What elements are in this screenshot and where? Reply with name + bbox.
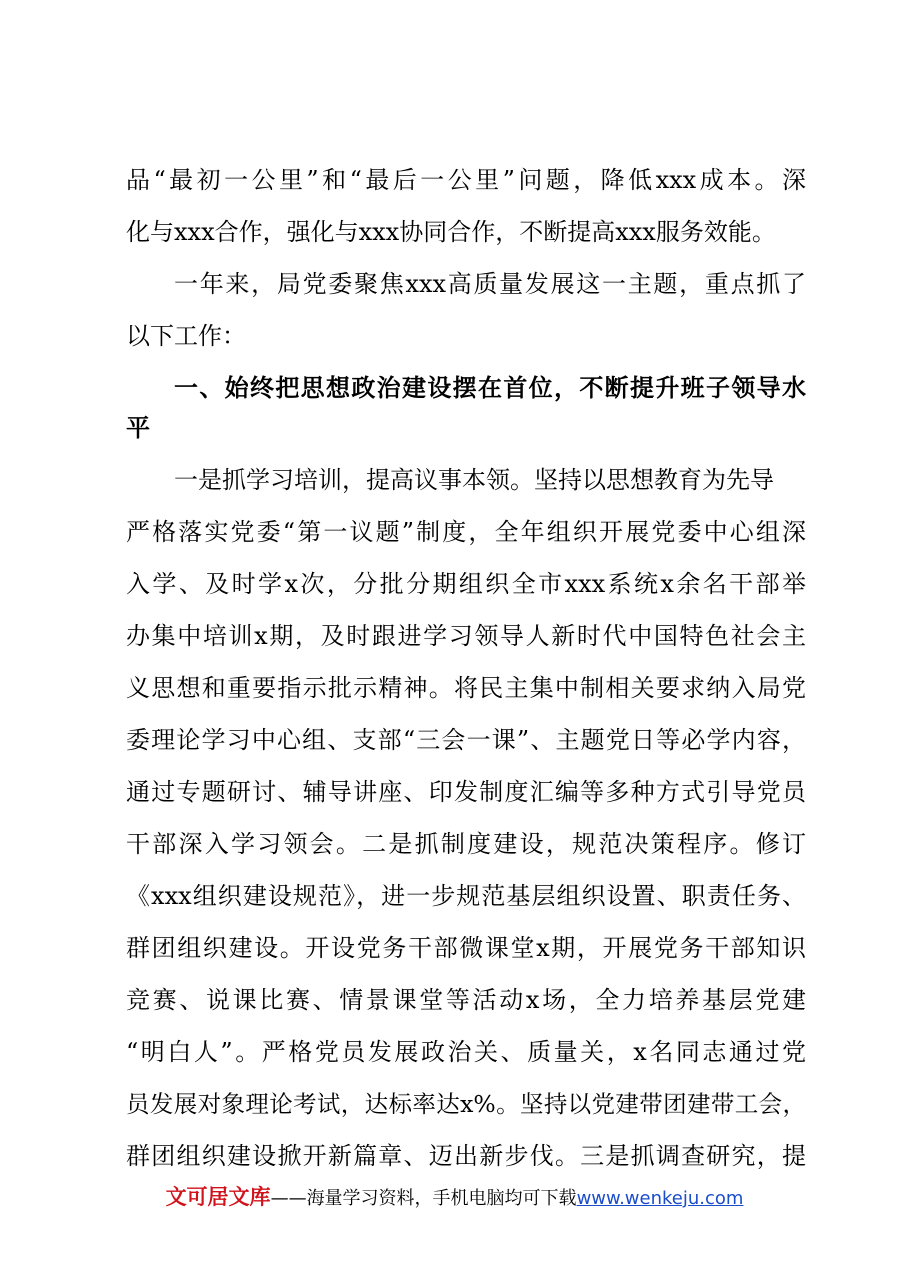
footer-banner <box>0 1180 909 1214</box>
text-line: 入学、及时学x次，分批分期组织全市xxx系统x余名干部举 <box>126 570 806 598</box>
section-heading: 一、始终把思想政治建设摆在首位，不断提升班子领导水 <box>174 374 806 402</box>
text-line: 化与xxx合作，强化与xxx协同合作，不断提高xxx服务效能。 <box>126 218 776 246</box>
section-heading-continued: 平 <box>126 414 150 442</box>
text-line: “明白人”。严格党员发展政治关、质量关，x名同志通过党 <box>126 1038 806 1066</box>
text-line: 竞赛、说课比赛、情景课堂等活动x场，全力培养基层党建 <box>126 986 806 1014</box>
text-line: 群团组织建设掀开新篇章、迈出新步伐。三是抓调查研究，提 <box>126 1142 806 1170</box>
text-line: 严格落实党委“第一议题”制度，全年组织开展党委中心组深 <box>126 518 806 546</box>
footer-brand: 文可居文库 <box>165 1185 271 1209</box>
text-line: 通过专题研讨、辅导讲座、印发制度汇编等多种方式引导党员 <box>126 778 806 806</box>
text-line: 干部深入学习领会。二是抓制度建设，规范决策程序。修订 <box>126 830 806 858</box>
text-line: 品“最初一公里”和“最后一公里”问题，降低xxx成本。深 <box>126 166 806 194</box>
text-line: 一是抓学习培训，提高议事本领。坚持以思想教育为先导 <box>174 466 774 494</box>
text-line: 办集中培训x期，及时跟进学习领导人新时代中国特色社会主 <box>126 622 806 650</box>
footer-tagline: ——海量学习资料，手机电脑均可下载 <box>270 1188 577 1209</box>
text-line: 一年来，局党委聚焦xxx高质量发展这一主题，重点抓了 <box>174 270 806 298</box>
text-line: 以下工作： <box>126 322 246 350</box>
text-line: 义思想和重要指示批示精神。将民主集中制相关要求纳入局党 <box>126 674 806 702</box>
text-line: 委理论学习中心组、支部“三会一课”、主题党日等必学内容， <box>126 726 806 754</box>
text-line: 《xxx组织建设规范》，进一步规范基层组织设置、职责任务、 <box>126 882 806 910</box>
text-line: 员发展对象理论考试，达标率达x%。坚持以党建带团建带工会， <box>126 1090 806 1118</box>
footer-link[interactable]: www.wenkeju.com <box>576 1188 744 1209</box>
text-line: 群团组织建设。开设党务干部微课堂x期，开展党务干部知识 <box>126 934 806 962</box>
